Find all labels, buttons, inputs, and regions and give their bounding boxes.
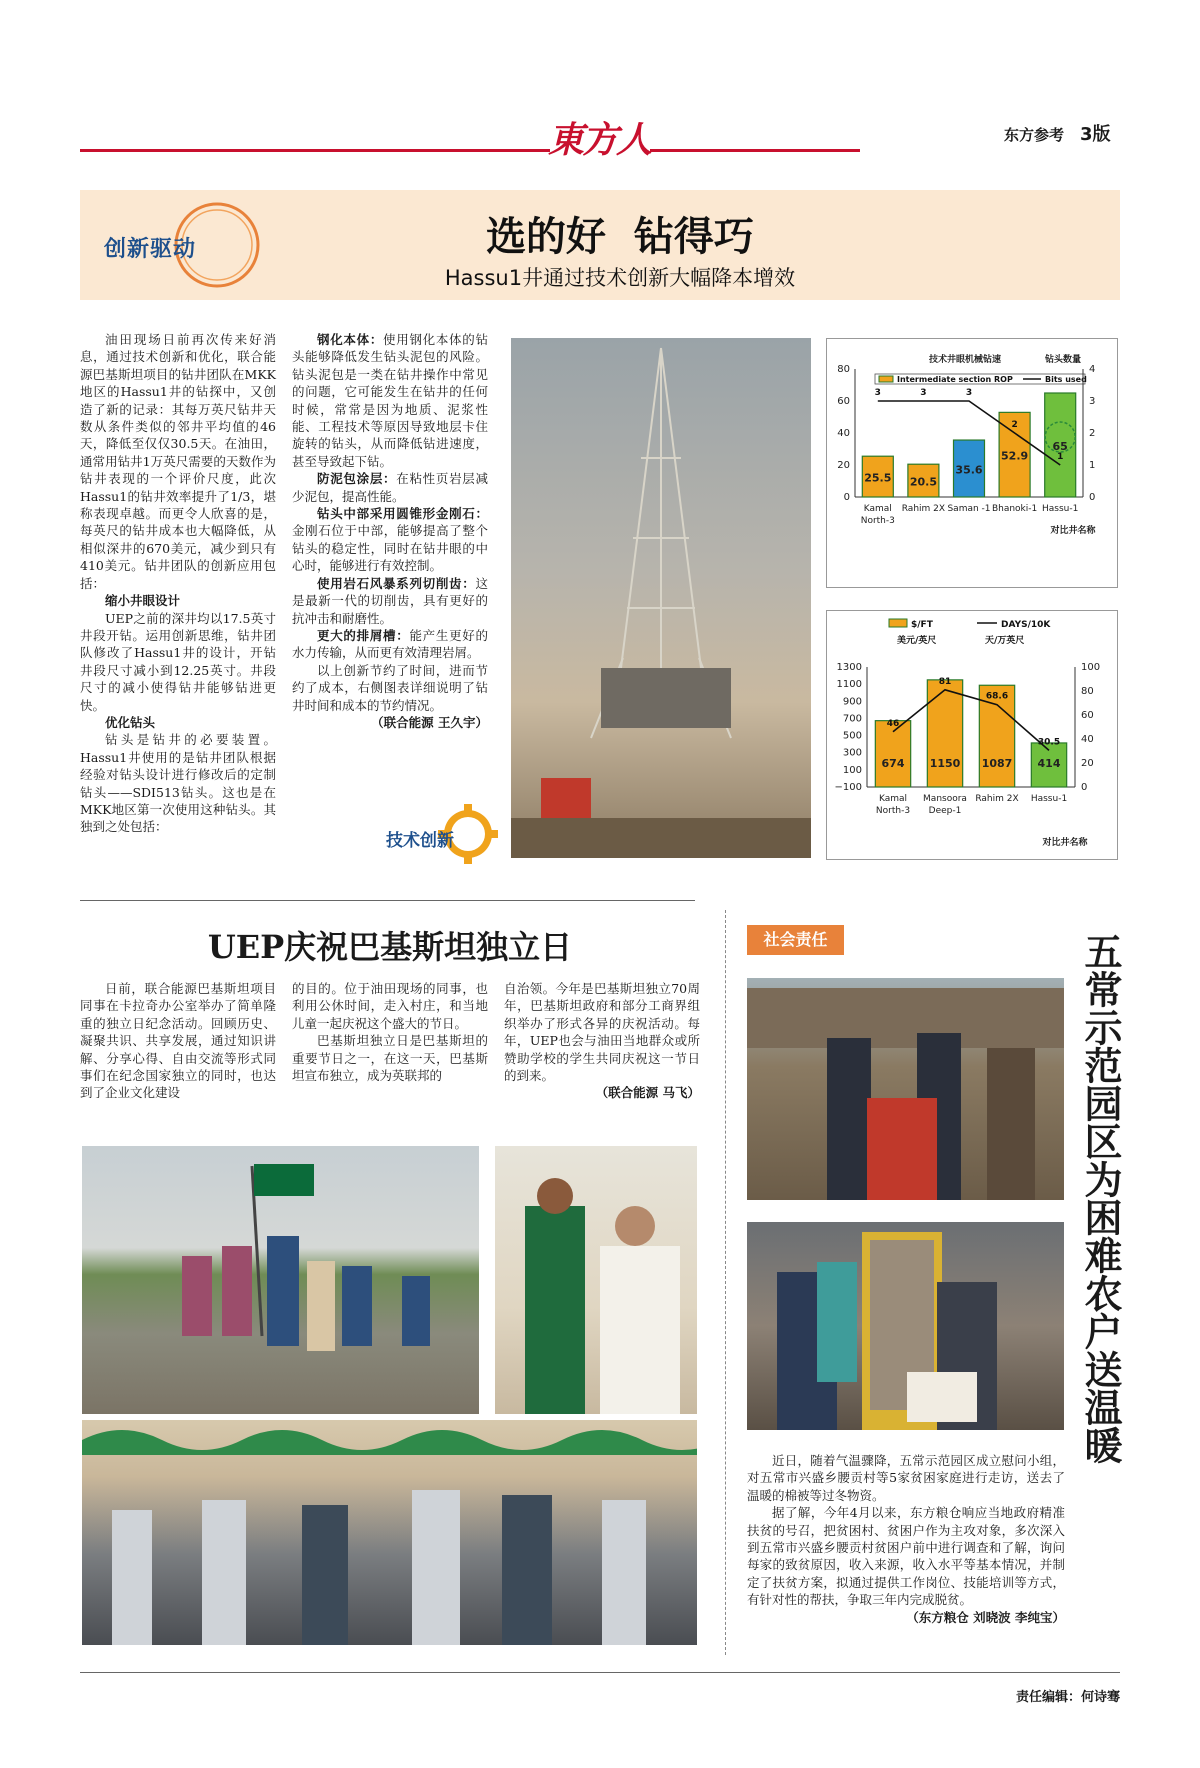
bar [875,718,910,787]
bar-value-label: 1150 [929,757,961,770]
article1-paragraph: UEP之前的深井均以17.5英寸井段开钻。运用创新思维，钻井团队修改了Hassu1井的设计，开钻井段尺寸减小到12.25英寸。井段尺寸的减小使得钻井能够钻进更快。 [80,610,276,713]
x-tick-label: Kamal [878,794,908,804]
x-tick-label: North-3 [860,516,895,526]
article1-paragraph: 钻头是钻井的必要装置。Hassu1井使用的是钻井团队根据经验对钻头设计进行修改后的定制钻头——SDI513钻头。这也是在MKK地区第一次使用这种钻头。其独到之处包括： [80,732,276,835]
line-value-label: 3 [965,388,973,398]
delivering-quilts-photo [747,1222,1064,1430]
bar-value-label: 65 [1052,440,1068,453]
y-left-tick-label: −100 [834,782,862,793]
chart-2-panel [826,610,1118,860]
y-right-tick-label: 1 [1089,460,1096,471]
article2-title: UEP庆祝巴基斯坦独立日 [207,928,573,966]
y-left-tick-label: 500 [842,730,862,742]
line-value-label: 68.6 [985,691,1009,702]
article1-paragraph [292,470,488,505]
page-number: 3版 [1080,124,1111,145]
y-right-tick-label: 0 [1081,782,1088,793]
office-staff-group-photo [82,1420,697,1645]
line-value-label: 30.5 [1037,737,1061,748]
article1-paragraph [292,331,488,470]
article2-credit: （联合能源 马飞） [595,1085,700,1101]
innovation-badge: 创新驱动 [104,237,197,262]
article2-paragraph: 自治领。今年是巴基斯坦独立70周年，巴基斯坦政府和部分工商界组织举办了形式各异的庆祝活动。每年，UEP也会与油田当地群众或所赞助学校的学生共同庆祝这一节日的到来。 [504,981,700,1084]
bar-value-label: 1087 [981,757,1013,770]
article1-paragraph [292,505,488,575]
legend-swatch-bar [889,619,907,627]
y-right-tick-label: 80 [1081,686,1094,697]
x-axis-title: 对比井名称 [1050,526,1096,536]
y-left-tick-label: 1300 [836,662,862,673]
x-tick-label: Hassu-1 [1042,504,1079,514]
y-right-tick-label: 2 [1089,428,1096,439]
x-tick-label: Deep-1 [928,806,962,816]
tech-innovation-badge: 技术创新 [386,831,454,851]
x-tick-label: Saman -1 [947,504,991,514]
article2-column-3 [504,980,700,1102]
y-left-tick-label: 20 [837,460,850,471]
paragraph-lead: 使用岩石风暴系列切削齿： [317,575,476,591]
x-axis-title: 对比井名称 [1042,838,1088,848]
header-rule [80,149,550,152]
article2-paragraph: 的目的。位于油田现场的同事，也利用公休时间，走入村庄，和当地儿童一起庆祝这个盛大的节日。 [292,981,488,1031]
y-left-tick-label: 300 [842,747,862,759]
paragraph-text: 在粘性页岩层减少泥包，提高性能。 [292,471,488,504]
legend-unit: 美元/英尺 [897,636,937,646]
article2-column-1 [80,980,276,1102]
office-celebration-speech-photo [495,1146,697,1414]
article3-vertical-title: 五常示范园区为困难农户送温暖 [1078,932,1122,1464]
x-tick-label: North-3 [875,806,911,816]
legend-label: DAYS/10K [1001,620,1051,630]
y-right-tick-label: 4 [1089,364,1096,375]
paragraph-lead: 更大的排屑槽： [317,627,410,643]
paragraph-lead: 防泥包涂层： [317,471,397,487]
legend-label: Intermediate section ROP [897,375,1013,384]
vertical-divider [725,910,726,1655]
paragraph-lead: 钻头中部采用圆锥形金刚石： [317,506,488,522]
line-value-label: 2 [1011,420,1018,430]
legend-label: Bits used [1045,375,1087,384]
subheading: 缩小井眼设计 [105,593,181,609]
masthead-logo: 東方人 [548,119,651,161]
chart-1-svg [827,339,1117,587]
legend-unit: 天/万英尺 [985,636,1025,646]
section-label: 东方参考 [1004,126,1065,144]
bar-value-label: 414 [1037,757,1061,770]
y-left-tick-label: 80 [837,364,850,375]
bar-value-label: 52.9 [1001,449,1029,463]
chart-title: 技术井眼机械钻速 [929,355,1002,365]
drilling-rig-photo [511,338,811,858]
article3-paragraph: 据了解，今年4月以来，东方粮仓响应当地政府精准扶贫的号召，把贫困村、贫困户作为主攻对象，多次深入到五常市兴盛乡腰贡村贫困户前中进行调查和了解，询问每家的致贫原因，收入来源，收入水平等基本情况，并制定了扶贫方案，拟通过提供工作岗位、技能培训等方式，有针对性的帮扶，争取三年内完成脱贫。 [747,1505,1065,1608]
article2-paragraph: 日前，联合能源巴基斯坦项目同事在卡拉奇办公室举办了简单隆重的独立日纪念活动。回顾历史、凝聚共识、共享发展，通过知识讲解、分享心得、自由交流等形式同事们在纪念国家独立的同时，也达到了企业文化建设 [80,981,276,1101]
line-value-label: 1 [1057,452,1064,462]
feature-title: 选的好 钻得巧 [486,214,754,260]
article3-paragraph: 近日，随着气温骤降，五常示范园区成立慰问小组，对五常市兴盛乡腰贡村等5家贫困家庭进行走访，送去了温暖的棉被等过冬物资。 [747,1453,1065,1503]
bar-value-label: 35.6 [955,463,983,477]
article1-paragraph [292,575,488,627]
x-tick-label: Mansoora [923,794,967,804]
legend-swatch-bar [879,376,893,382]
article1-credit: （联合能源 王久宇） [371,714,488,730]
subheading: 优化钻头 [105,714,156,730]
y-right-tick-label: 100 [1081,662,1101,673]
y-left-tick-label: 60 [837,396,850,407]
article1-paragraph: 油田现场日前再次传来好消息，通过技术创新和优化，联合能源巴基斯坦项目的钻井团队在MKK地区的Hassu1井的钻探中，又创造了新的记录：其每万英尺钻井天数从条件类似的邻井平均值的46天，降低至仅仅30.5天。在油田，通常用钻井1万英尺需要的天数作为钻井表现的一个评价尺度，此次Hassu1的钻井效率提升了1/3，堪称表现卓越。而更令人欣喜的是，每英尺的钻井成本也大幅降低，从相似深井的670美元，减少到只有410美元。钻井团队的创新应用包括： [80,332,276,591]
village-children-photo [82,1146,479,1414]
y-right-tick-label: 0 [1089,492,1096,503]
legend-label: $/FT [911,620,933,630]
line-value-label: 3 [920,388,927,398]
paragraph-text: 使用钢化本体的钻头能够降低发生钻头泥包的风险。钻头泥包是一类在钻井操作中常见的问题，它可能发生在钻井的任何时候，常常是因为地质、泥浆性能、工程技术等原因导致地层卡住旋转的钻头，从而降低钻进速度，甚至导致起下钻。 [292,332,488,469]
y-right-tick-label: 40 [1081,734,1094,745]
header-rule-right [650,149,860,152]
x-tick-label: Rahim 2X [975,794,1019,804]
article3-body [747,1452,1065,1626]
x-tick-label: Rahim 2X [901,504,946,514]
feature-subtitle: Hassu1井通过技术创新大幅降本增效 [444,266,796,290]
chart-1-panel [826,338,1118,588]
y-right-tick-label: 60 [1081,710,1094,721]
article1-column-2 [292,331,488,731]
y-left-tick-label: 1100 [836,679,862,691]
social-responsibility-tag: 社会责任 [747,925,844,955]
article1-paragraph [292,627,488,662]
series-line [893,690,1049,751]
y-left-tick-label: 700 [842,713,862,725]
article1-paragraph: 以上创新节约了时间，进而节约了成本，右侧图表详细说明了钻井时间和成本的节约情况。 [292,662,488,713]
y-right-tick-label: 3 [1089,396,1096,407]
line-value-label: 46 [886,718,900,729]
visiting-family-photo [747,978,1064,1200]
footer-editor: 责任编辑：何诗骞 [1015,1690,1120,1705]
footer-rule [80,1672,1120,1673]
paragraph-text: 这是最新一代的切削齿，具有更好的抗冲击和耐磨性。 [292,575,488,626]
chart-title-right: 钻头数量 [1045,355,1082,365]
line-value-label: 81 [938,676,952,687]
line-value-label: 3 [874,388,881,398]
y-left-tick-label: 900 [842,696,862,708]
x-tick-label: Kamal [863,504,892,514]
x-tick-label: Hassu-1 [1030,794,1068,804]
article1-column-1 [80,331,276,836]
bar-value-label: 25.5 [864,471,892,485]
bar [927,680,962,787]
article2-paragraph: 巴基斯坦独立日是巴基斯坦的重要节日之一，在这一天，巴基斯坦宣布独立，成为英联邦的 [292,1033,488,1084]
y-right-tick-label: 20 [1081,758,1094,769]
bar-value-label: 20.5 [909,475,937,489]
y-left-tick-label: 100 [842,764,862,776]
article3-credit: （东方粮仓 刘晓波 李纯宝） [906,1609,1065,1625]
x-tick-label: Bhanoki-1 [991,504,1038,514]
bar-value-label: 674 [881,757,905,770]
paragraph-lead: 钢化本体： [317,332,384,347]
y-left-tick-label: 40 [837,428,850,439]
paragraph-text: 能产生更好的水力传输，从而更有效清理岩屑。 [292,627,488,661]
article2-column-2 [292,980,488,1084]
y-left-tick-label: 0 [843,492,850,503]
divider-top-rule [80,900,695,901]
chart-2-svg [827,611,1117,859]
paragraph-text: 金刚石位于中部，能够提高了整个钻头的稳定性，同时在钻井眼的中心时，能够进行有效控制。 [292,523,488,574]
